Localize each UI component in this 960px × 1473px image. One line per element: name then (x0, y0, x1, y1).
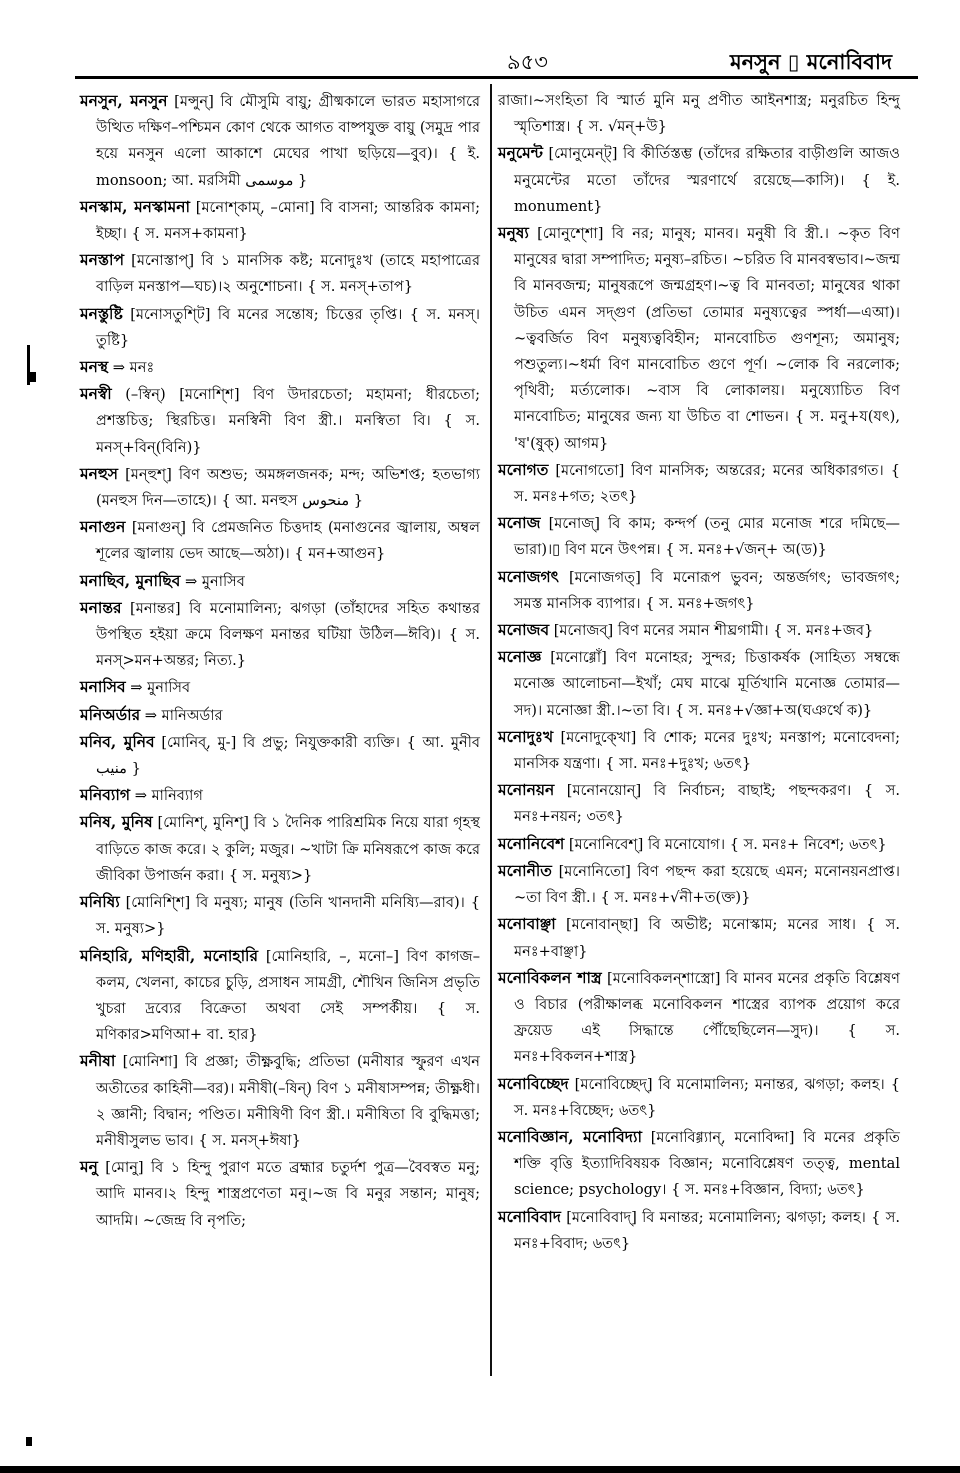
dictionary-entry (498, 644, 900, 724)
headword: মনাসিব (80, 677, 126, 697)
headword: মনাগুন (80, 517, 126, 537)
headword: মনিঅর্ডার (80, 704, 141, 724)
dictionary-entry (498, 510, 900, 563)
dictionary-entry (498, 858, 900, 911)
dictionary-entry (80, 514, 480, 567)
definition: [মনোগ্গোঁ] বিণ মনোহর; সুন্দর; চিত্তাকর্ষক (সাহিত্য সম্বন্ধে মনোজ্ঞ আলোচনা—ইখাঁ; মেঘ মাঝে মূর্তিখানি মনোজ্ঞ তোমার—সদ)। মনোজ্ঞা স্ত্রী.।~তা বি। { স. মনঃ+√জ্ঞা+অ(ঘঞর্থে ক)} (514, 649, 900, 719)
headword: মনোবিকলন শাস্ত্র (498, 967, 602, 987)
definition: [মনোজ্] বি কাম; কন্দর্প (তনু মোর মনোজ শরে দমিছে—ভারা)।▯ বিণ মনে উৎপন্ন। { স. মনঃ+√জন্+ অ(ড)} (514, 515, 900, 559)
definition: [মোনিব্, মু-] বি প্রভু; নিযুক্তকারী ব্যক্তি। { আ. মুনীব منیب } (96, 733, 480, 778)
definition: [মন্হুশ্] বিণ অশুভ; অমঙ্গলজনক; মন্দ; অভিশপ্ত; হতভাগ্য (মনহুস দিন—তাহে)। { আ. মনহুস منحوس } (96, 465, 480, 510)
definition: ⇒ মানিব্যাগ (130, 787, 203, 805)
dictionary-entry (80, 1154, 480, 1234)
dictionary-entry (80, 461, 480, 514)
headword: মনাছিব, মুনাছিব (80, 570, 181, 590)
headword: মনিষ্যি (80, 892, 120, 912)
headword: মনোবাঞ্ছা (498, 914, 556, 934)
definition: (–স্বিন্) [মনোশ্শি] বিণ উদারচেতা; মহামনা; ধীরচেতা; প্রশস্তচিত্ত; স্থিরচিত্ত। মনস্বিনী বিণ স্ত্রী.। মনস্বিতা বি। { স. মনস্+বিন্(বিনি)} (96, 386, 480, 456)
dictionary-entry (498, 1204, 900, 1257)
definition: [মনাগুন্] বি প্রেমজনিত চিত্তদাহ (মনাগুনের জ্বালায়, অম্বল শূলের জ্বালায় ভেদ আছে—অঠা)। { মন+আগুন} (96, 519, 480, 563)
definition: [মন্সুন্] বি মৌসুমি বায়ু; গ্রীষ্মকালে ভারত মহাসাগরে উত্থিত দক্ষিণ–পশ্চিমন কোণ থেকে আগত বাষ্পযুক্ত বায়ু (সমুদ্র পার হয়ে মনসুন এলো আকাশে মেঘের পাখা ছড়িয়ে—বুব)। { ই. monsoon; আ. মরসিমী موسمی } (96, 93, 480, 189)
headword: মনিহারি, মণিহারী, মনোহারি (80, 945, 259, 965)
dictionary-entry (80, 194, 480, 247)
headword: মনোদুঃখ (498, 726, 554, 746)
definition: [মনোবিচ্ছেদ্] বি মনোমালিন্য; মনান্তর, ঝগড়া; কলহ। { স. মনঃ+বিচ্ছেদ; ৬তৎ} (514, 1075, 900, 1119)
dictionary-entry (80, 674, 480, 701)
header-rule (75, 76, 918, 79)
headword: মনোজ (498, 513, 541, 533)
definition: [মনোগতো] বিণ মানসিক; অন্তরের; মনের অধিকারগত। { স. মনঃ+গত; ২তৎ} (514, 461, 900, 506)
definition: [মোনিহারি, –, মনো–] বিণ কাগজ–কলম, খেলনা, কাচের চুড়ি, প্রসাধন সামগ্রী, শৌখিন জিনিস প্রভৃতি খুচরা দ্রব্যের বিক্রেতা অথবা সেই সম্পর্কীয়। { স. মণিকার>মণিআ+ বা. হার} (96, 947, 481, 1044)
headword: মনস্বী (80, 384, 112, 404)
dictionary-entry (498, 1071, 900, 1124)
headword: মনোবিচ্ছেদ (498, 1073, 569, 1093)
headword: মনু (80, 1157, 98, 1177)
definition: [মনোনিতো] বিণ পছন্দ করা হয়েছে এমন; মনোনয়নপ্রাপ্ত।~তা বিণ স্ত্রী.। { স. মনঃ+√নী+ত(ক্ত)} (514, 862, 900, 907)
scan-mark (26, 1437, 32, 1446)
dictionary-entry (498, 220, 900, 457)
definition: [মোনিশ্, মুনিশ্] বি ১ দৈনিক পারিশ্রমিক নিয়ে যারা গৃহস্থ বাড়িতে কাজ করে। ২ কুলি; মজুর। ~খাটা ক্রি মনিষরূপে কাজ করে জীবিকা উপার্জন করা। { স. মনুষ্য>} (96, 814, 480, 884)
definition: ⇒ মুনাসিব (125, 679, 191, 697)
definition: [মোনুশ্শো] বি নর; মানুষ; মানব। মনুষী বি স্ত্রী.। ~কৃত বিণ মানুষের দ্বারা সম্পাদিত; মনুষ্য–রচিত। ~চরিত বি মানবস্বভাব।~জন্ম বি মানবজন্ম; মানুষরূপে জন্মগ্রহণ।~ত্ব বি মানবতা; মানুষের থাকা উচিত এমন সদ্গুণ (প্রতিভা তোমার মনুষ্যত্বের স্পর্ধা—এআ)। ~ত্ববর্জিত বিণ মনুষ্যত্ববিহীন; মানবোচিত গুণশূন্য; অমানুষ; পশুতুল্য।~ধর্মা বিণ মানবোচিত গুণে পূর্ণ। ~লোক বি নরলোক; পৃথিবী; মর্ত্যলোক। ~বাস বি লোকালয়। মনুষ্যোচিত বিণ মানবোচিত; মানুষের জন্য যা উচিত বা শোভন। { স. মনু+য(যৎ), 'ষ'(ষুক্) আগম} (514, 225, 900, 452)
definition: [মনান্তর] বি মনোমালিন্য; ঝগড়া (তাঁহাদের সহিত কথান্তর উপস্থিত হইয়া ক্রমে বিলক্ষণ মনান্তর ঘটিয়া উঠিল—ঈবি)। { স. মনস্>মন+অন্তর; নিত্য.} (96, 599, 480, 670)
headword: মনোগত (498, 459, 549, 479)
dictionary-entry (498, 777, 900, 830)
page-number: ৯৫৩ (507, 50, 548, 74)
scan-mark (30, 372, 36, 382)
headword: মনিষ, মুনিষ (80, 812, 153, 832)
definition: [মনোনয়োন্] বি নির্বাচন; বাছাই; পছন্দকরণ। { স. মনঃ+নয়ন; ৩তৎ} (514, 782, 900, 826)
dictionary-entry (498, 457, 900, 510)
headword: মনিব্যাগ (80, 785, 131, 805)
dictionary-entry (80, 1048, 480, 1154)
running-head: মনসুন ▯ মনোবিবাদ (729, 49, 892, 74)
dictionary-entry (80, 247, 480, 300)
right-column (498, 88, 900, 1257)
headword: মনিব, মুনিব (80, 731, 155, 751)
dictionary-entry (498, 140, 900, 220)
dictionary-entry (498, 911, 900, 964)
definition: [মনোবিকলন্শাস্ত্রো] বি মানব মনের প্রকৃতি বিশ্লেষণ ও বিচার (পরীক্ষালব্ধ মনোবিকলন শাস্ত্রের ব্যাপক প্রয়োগ করে ফ্রয়েড এই সিদ্ধান্তে পৌঁছেছিলেন—সুদ)। { স. মনঃ+বিকলন+শাস্ত্র} (514, 969, 901, 1066)
headword: মনীষা (80, 1051, 116, 1071)
dictionary-entry (498, 965, 900, 1071)
dictionary-entry (498, 617, 900, 644)
dictionary-entry (80, 88, 480, 194)
definition: রাজা।~সংহিতা বি স্মার্ত মুনি মনু প্রণীত আইনশাস্ত্র; মনুরচিত হিন্দু স্মৃতিশাস্ত্র। { স. √মন্+উ} (498, 92, 900, 136)
headword: মনুষ্য (498, 223, 529, 243)
dictionary-entry (80, 782, 480, 809)
dictionary-entry (498, 1124, 900, 1204)
scan-edge (0, 1466, 960, 1473)
definition: [মনোসতুশ্টি] বি মনের সন্তোষ; চিত্তের তৃপ্তি। { স. মনস্। তুষ্টি} (96, 305, 480, 349)
headword: মনোবিজ্ঞান, মনোবিদ্যা (498, 1126, 642, 1146)
headword: মনোবিবাদ (498, 1206, 561, 1226)
dictionary-entry (80, 809, 480, 889)
dictionary-entry (498, 88, 900, 140)
definition: ⇒ মনঃ (108, 359, 155, 377)
headword: মনস্কাম, মনস্কামনা (80, 196, 190, 216)
headword: মনস্থ (80, 357, 109, 377)
definition: [মনোবিবাদ্] বি মনান্তর; মনোমালিন্য; ঝগড়া; কলহ। { স. মনঃ+বিবাদ; ৬তৎ} (514, 1208, 900, 1252)
headword: মনোনীত (498, 860, 552, 880)
definition: [মনোদুক্খো] বি শোক; মনের দুঃখ; মনস্তাপ; মনোবেদনা; মানসিক যন্ত্রণা। { সা. মনঃ+দুঃখ; ৬তৎ} (514, 728, 900, 773)
definition: ⇒ মুনাসিব (180, 572, 245, 590)
dictionary-entry (498, 831, 900, 858)
dictionary-entry (80, 889, 480, 942)
headword: মনোনয়ন (498, 780, 555, 800)
definition: [মনোজগত্] বি মনোরূপ ভুবন; অন্তর্জগৎ; ভাবজগৎ; সমস্ত মানসিক ব্যাপার। { স. মনঃ+জগৎ} (514, 568, 900, 612)
dictionary-entry (80, 354, 480, 381)
dictionary-entry (80, 568, 480, 595)
headword: মনান্তর (80, 597, 122, 617)
dictionary-entry (498, 724, 900, 777)
headword: মনোনিবেশ (498, 833, 565, 853)
column-divider (490, 84, 492, 1376)
dictionary-entry (80, 381, 480, 461)
headword: মনোজগৎ (498, 566, 559, 586)
definition: [মোনিশ্শি] বি মনুষ্য; মানুষ (তিনি খানদানী মনিষ্যি—রাব)। { স. মনুষ্য>} (96, 894, 480, 938)
dictionary-entry (80, 595, 480, 675)
definition: [মনোজব্] বিণ মনের সমান শীঘ্রগামী। { স. মনঃ+জব} (549, 622, 874, 640)
dictionary-entry (80, 301, 480, 354)
headword: মনহুস (80, 463, 118, 483)
headword: মনোজব (498, 620, 550, 640)
definition: [মোনুমেন্ট্] বি কীর্তিস্তম্ভ (তাঁদের রক্ষিতার বাড়ীগুলি আজও মনুমেন্টের মতো তাঁদের স্মরণার্থে রয়েছে—কাসি)। { ই. monument} (514, 145, 900, 215)
dictionary-entry (80, 729, 480, 782)
definition: ⇒ মানিঅর্ডার (140, 706, 223, 724)
dictionary-entry (498, 564, 900, 617)
headword: মনস্তাপ (80, 250, 125, 270)
definition: [মনোস্তাপ্] বি ১ মানসিক কষ্ট; মনোদুঃখ (তাহে মহাপাত্রের বাড়িল মনস্তাপ—ঘচ)।২ অনুশোচনা। { স. মনস্+তাপ} (96, 252, 480, 296)
headword: মনুমেন্ট (498, 143, 543, 163)
headword: মনসুন, মনসুন (80, 91, 168, 110)
dictionary-entry (80, 943, 480, 1049)
definition: [মোনু] বি ১ হিন্দু পুরাণ মতে ব্রহ্মার চতুর্দশ পুত্র—বৈবস্বত মনু; আদি মানব।২ হিন্দু শাস্ত্রপ্রণেতা মনু।~জ বি মনুর সন্তান; মানুষ; আদমি। ~জেন্দ্র বি নৃপতি; (96, 1159, 480, 1229)
headword: মনোজ্ঞ (498, 647, 542, 667)
definition: [মনোবিগ্গ্যান্, মনোবিদ্দা] বি মনের প্রকৃতি শক্তি বৃত্তি ইত্যাদিবিষয়ক বিজ্ঞান; মনোবিশ্লেষণ তত্ত্ব, mental science; psychology। { স. মনঃ+বিজ্ঞান, বিদ্যা; ৬তৎ} (514, 1128, 901, 1199)
headword: মনস্তুষ্টি (80, 303, 123, 323)
dictionary-entry (80, 702, 480, 729)
definition: [মনোনিবেশ্] বি মনোযোগ। { স. মনঃ+ নিবেশ; ৬তৎ} (564, 835, 887, 853)
definition: [মনোবান্ছা] বি অভীষ্ট; মনোস্কাম; মনের সাধ। { স. মনঃ+বাঞ্ছা} (514, 916, 900, 960)
definition: [মোনিশা] বি প্রজ্ঞা; তীক্ষ্ণবুদ্ধি; প্রতিভা (মনীষার স্ফুরণ এখন অতীতের কাহিনী—বর)। মনীষী(–ষিন্) বিণ ১ মনীষাসম্পন্ন; তীক্ষ্ণধী।২ জ্ঞানী; বিদ্বান; পণ্ডিত। মনীষিণী বিণ স্ত্রী.। মনীষিতা বি বুদ্ধিমত্তা; মনীষীসুলভ ভাব। { স. মনস্+ঈষা} (96, 1053, 480, 1149)
left-column (80, 88, 480, 1234)
definition: [মনোশ্কাম্, –মোনা] বি বাসনা; আন্তরিক কামনা; ইচ্ছা। { স. মনস+কামনা} (96, 198, 480, 243)
